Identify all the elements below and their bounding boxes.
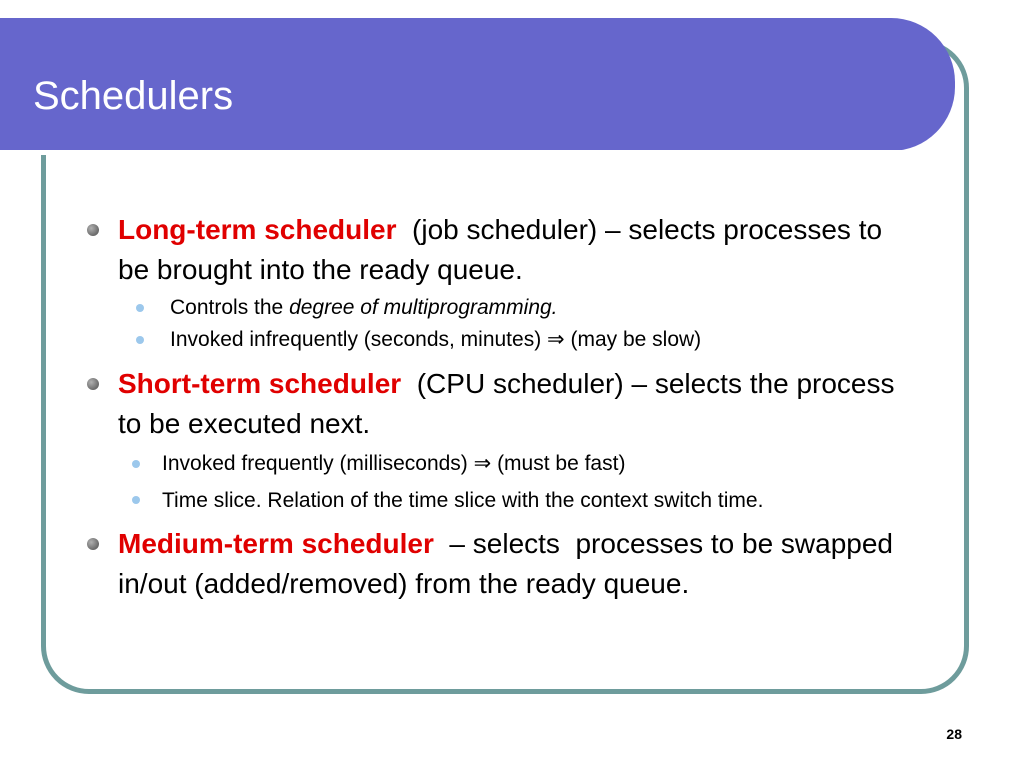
sub-bullet-text: Time slice. Relation of the time slice with the context switch time. <box>162 489 764 512</box>
keyword-medium-term: Medium-term scheduler <box>118 528 434 559</box>
sub-bullet <box>82 292 902 324</box>
sub-bullet-dot-icon <box>132 496 140 504</box>
sub-bullet <box>82 484 862 518</box>
sub-list-long-term <box>82 292 902 356</box>
title-underline <box>0 150 905 155</box>
sub-bullet <box>82 448 902 480</box>
slide-title: Schedulers <box>33 74 234 118</box>
sub-bullet-text: Invoked infrequently (seconds, minutes) ⇒ (may be slow) <box>170 328 702 351</box>
sub-bullet-emphasis: degree of multiprogramming. <box>289 296 558 319</box>
bullet-text: (job scheduler) – selects processes to be brought into the ready queue. <box>118 214 890 285</box>
keyword-long-term: Long-term scheduler <box>118 214 397 245</box>
bullet-dot-icon <box>87 224 99 236</box>
slide-body <box>82 210 902 606</box>
bullet-dot-icon <box>87 378 99 390</box>
sub-bullet <box>82 324 902 356</box>
sub-bullet-dot-icon <box>132 460 140 468</box>
sub-bullet-dot-icon <box>136 336 144 344</box>
bullet-list <box>82 210 902 604</box>
sub-bullet-text: Controls the <box>170 296 290 319</box>
bullet-long-term <box>82 210 902 290</box>
title-bar <box>0 18 955 151</box>
slide-number: 28 <box>946 726 962 742</box>
keyword-short-term: Short-term scheduler <box>118 368 402 399</box>
sub-bullet-dot-icon <box>136 304 144 312</box>
bullet-text: (CPU scheduler) – selects the process to be executed next. <box>118 368 903 439</box>
bullet-short-term <box>82 364 902 444</box>
sub-list-short-term <box>82 448 902 518</box>
bullet-dot-icon <box>87 538 99 550</box>
bullet-text: – selects processes to be swapped in/out (added/removed) from the ready queue. <box>118 528 901 599</box>
sub-bullet-text: Invoked frequently (milliseconds) ⇒ (must be fast) <box>162 452 626 475</box>
bullet-medium-term <box>82 524 908 604</box>
